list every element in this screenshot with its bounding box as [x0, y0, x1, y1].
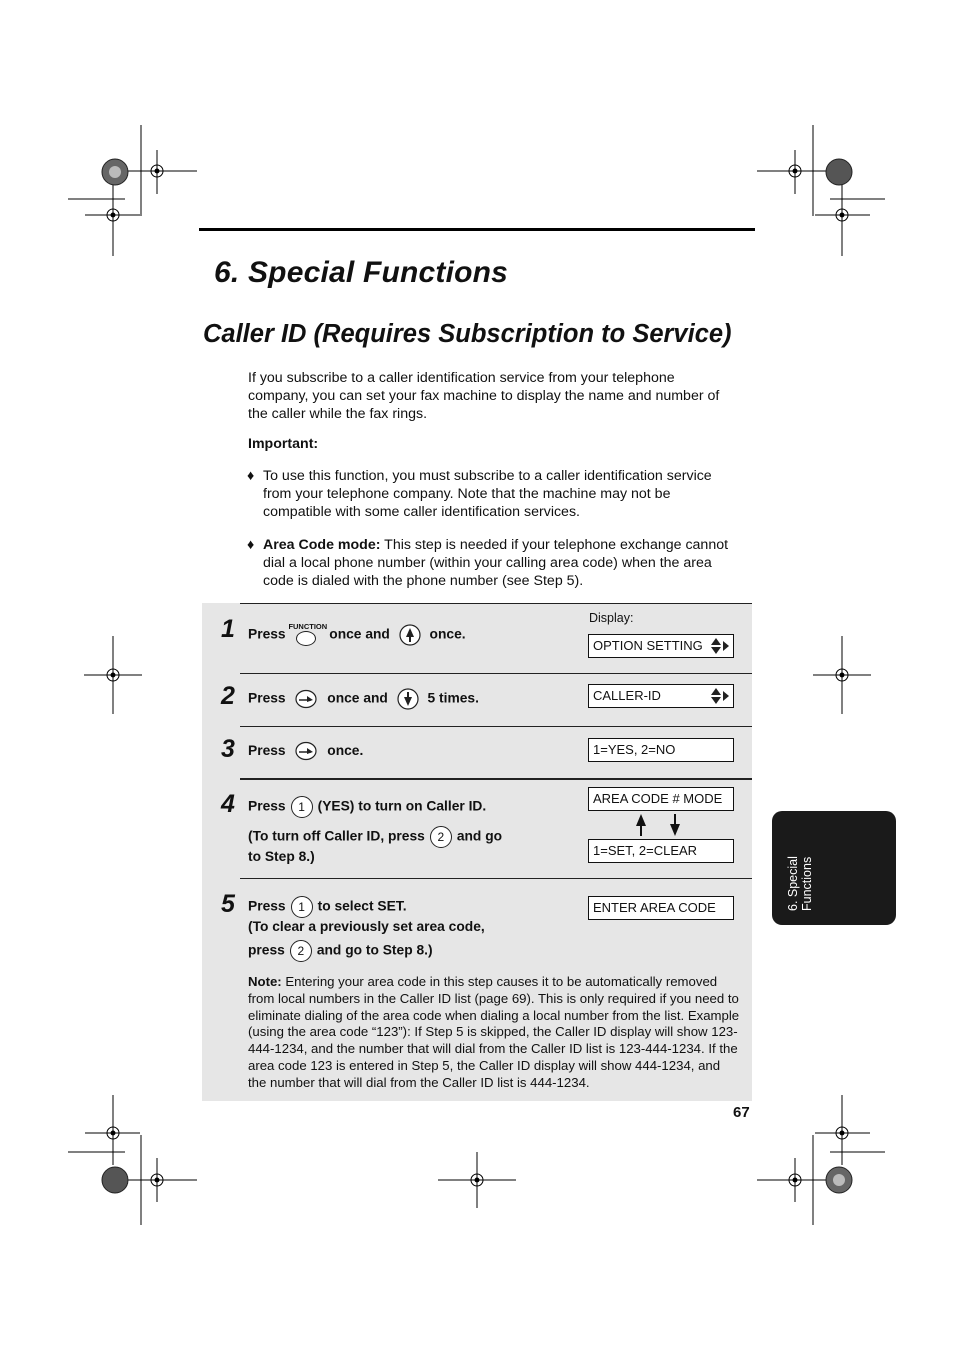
divider — [240, 778, 752, 780]
step-5-note: (To clear a previously set area code, — [248, 919, 485, 934]
step-3-instruction: Press once. — [248, 741, 363, 761]
step-4-instruction: Press 1 (YES) to turn on Caller ID. — [248, 796, 486, 818]
toggle-arrows-icon — [632, 814, 684, 836]
lcd-display: 1=SET, 2=CLEAR — [588, 839, 734, 863]
header-rule — [199, 228, 755, 231]
step-1-instruction: Press FUNCTION once and once. — [248, 621, 466, 649]
diamond-bullet-icon: ♦ — [247, 468, 255, 484]
divider — [240, 673, 752, 674]
page-number: 67 — [733, 1104, 750, 1121]
divider — [240, 603, 752, 604]
display-label: Display: — [589, 611, 634, 625]
diamond-bullet-icon: ♦ — [247, 537, 255, 553]
key-2-icon: 2 — [290, 940, 312, 962]
scroll-arrows-icon — [711, 687, 729, 705]
chapter-side-tab: 6. Special Functions — [772, 811, 896, 925]
step-5-instruction: Press 1 to select SET. — [248, 896, 407, 918]
enter-key-icon — [294, 741, 318, 761]
key-2-icon: 2 — [430, 826, 452, 848]
note-paragraph: Note: Entering your area code in this step causes it to be automatically removed from local numbers in the Caller ID list (page 69). This is only required if you need to eliminate dialing of the area code when dialing a local number from the list. Example (using the area code “123”): If Step 5 is skipped, the Caller ID display will show 123-444-1234, and the number that will dial from the Caller ID list is 123-444-1234. If the area code 123 is entered in Step 5, the Caller ID display will show 444-1234, and the number that will dial from the Caller ID list is 444-1234. — [248, 974, 740, 1090]
lcd-display: OPTION SETTING — [588, 634, 734, 658]
divider — [240, 878, 752, 879]
enter-key-icon — [294, 689, 318, 709]
step-4-note-end: to Step 8.) — [248, 849, 315, 864]
step-number: 1 — [221, 615, 235, 643]
step-number: 4 — [221, 790, 235, 818]
lcd-display: 1=YES, 2=NO — [588, 738, 734, 762]
scroll-arrows-icon — [711, 637, 729, 655]
chapter-title: 6. Special Functions — [214, 256, 509, 289]
lcd-display: AREA CODE # MODE — [588, 787, 734, 811]
divider — [240, 726, 752, 727]
step-4-note: (To turn off Caller ID, press 2 and go — [248, 826, 502, 848]
step-number: 5 — [221, 890, 235, 918]
important-label: Important: — [248, 436, 319, 452]
step-2-instruction: Press once and 5 times. — [248, 688, 479, 710]
step-number: 3 — [221, 735, 235, 763]
section-title: Caller ID (Requires Subscription to Service) — [203, 320, 732, 348]
up-arrow-key-icon — [398, 624, 422, 646]
step-number: 2 — [221, 682, 235, 710]
key-1-icon: 1 — [291, 896, 313, 918]
step-5-note-end: press 2 and go to Step 8.) — [248, 940, 433, 962]
lcd-display: ENTER AREA CODE — [588, 896, 734, 920]
intro-paragraph: If you subscribe to a caller identification service from your telephone company, you can set your fax machine to display the name and number of the caller while the fax rings. — [248, 370, 720, 422]
key-1-icon: 1 — [291, 796, 313, 818]
lcd-display: CALLER-ID — [588, 684, 734, 708]
function-key-icon: FUNCTION — [289, 621, 325, 649]
down-arrow-key-icon — [396, 688, 420, 710]
